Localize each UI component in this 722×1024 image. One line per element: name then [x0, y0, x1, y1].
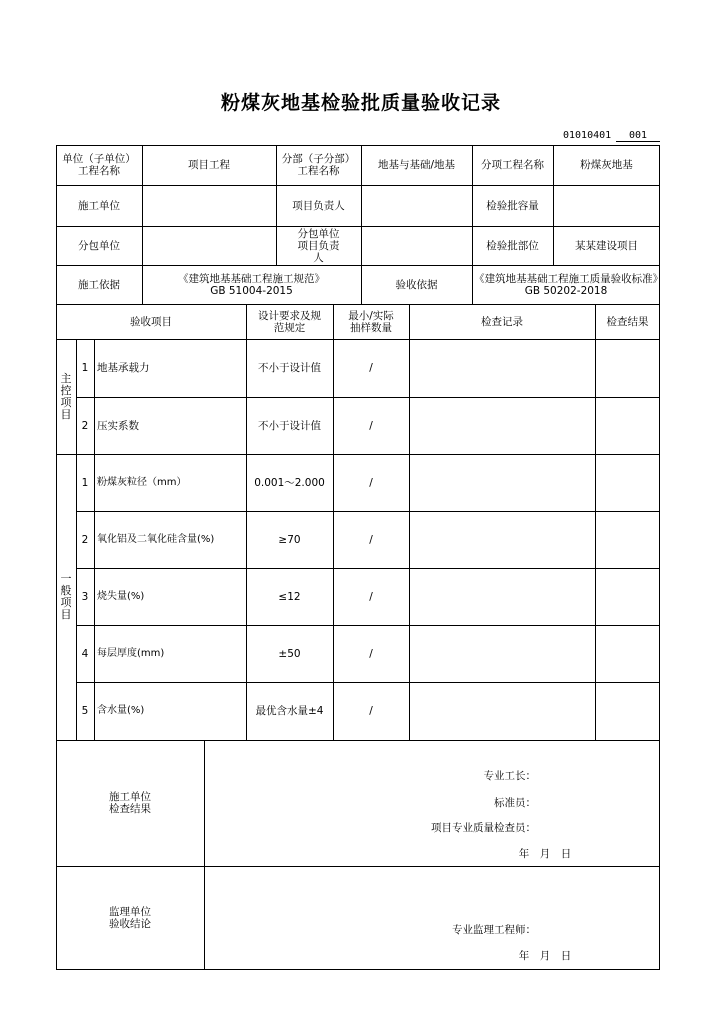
construction-date: 年 月 日	[518, 848, 572, 860]
supervision-date: 年 月 日	[518, 950, 572, 962]
item-requirement: 0.001～2.000	[254, 476, 325, 489]
item-requirement: ≥70	[278, 533, 301, 546]
col-sample: 最小/实际抽样数量	[348, 309, 394, 334]
item-no: 2	[81, 533, 89, 546]
col-design: 设计要求及规范规定	[258, 309, 321, 334]
rule	[595, 304, 596, 740]
rule	[204, 740, 205, 970]
sub-pm-label: 分包单位项目负责人	[297, 227, 340, 264]
item-sample: /	[369, 419, 373, 432]
item-sample: /	[369, 705, 373, 717]
basis-label: 施工依据	[78, 278, 120, 291]
item-sample: /	[369, 476, 373, 489]
col-result: 检查结果	[606, 315, 649, 328]
item-requirement: 不小于设计值	[258, 419, 321, 432]
location-label: 检验批部位	[486, 239, 539, 252]
subcontractor-label: 分包单位	[78, 239, 120, 252]
item-name: 氧化铝及二氧化硅含量(%)	[97, 533, 215, 545]
acceptance-basis-label: 验收依据	[395, 278, 438, 291]
item-no: 2	[81, 419, 89, 432]
basis-value: 《建筑地基基础工程施工规范》GB 51004-2015	[178, 272, 325, 297]
item-requirement: 最优含水量±4	[255, 705, 324, 717]
item-no: 5	[81, 705, 89, 717]
rule	[409, 304, 410, 740]
constructor-label: 施工单位	[78, 199, 120, 212]
main-control-label: 主控项目	[60, 371, 72, 421]
capacity-value	[553, 185, 660, 226]
subcontractor-value	[142, 226, 276, 265]
col-item: 验收项目	[130, 315, 172, 328]
col-record: 检查记录	[481, 315, 523, 328]
item-name: 烧失量(%)	[97, 590, 145, 602]
acceptance-basis-value: 《建筑地基基础工程施工质量验收标准》GB 50202-2018	[474, 272, 658, 297]
pm-value	[361, 185, 472, 226]
subitem-value: 粉煤灰地基	[580, 159, 633, 171]
item-name: 地基承载力	[97, 362, 150, 374]
item-sample: /	[369, 647, 373, 660]
item-sample: /	[369, 362, 373, 374]
item-requirement: ±50	[278, 647, 301, 660]
division-label: 分部（子分部）工程名称	[281, 153, 356, 177]
item-no: 3	[81, 590, 89, 603]
supervision-result-label: 监理单位验收结论	[109, 906, 151, 930]
item-no: 4	[81, 647, 89, 660]
item-no: 1	[81, 476, 89, 489]
foreman-signature: 专业工长：	[483, 770, 536, 782]
division-value: 地基与基础/地基	[377, 159, 456, 171]
item-name: 每层厚度(mm)	[97, 647, 165, 659]
doc-code: 01010401	[563, 130, 612, 141]
page-title: 粉煤灰地基检验批质量验收记录	[220, 92, 501, 114]
item-name: 粉煤灰粒径（mm）	[97, 476, 187, 488]
item-requirement: 不小于设计值	[258, 362, 321, 374]
general-label: 一般项目	[60, 572, 72, 621]
item-no: 1	[81, 362, 89, 374]
item-sample: /	[369, 533, 373, 546]
item-requirement: ≤12	[278, 590, 301, 603]
unit-label: 单位（子单位）工程名称	[62, 153, 136, 177]
unit-value: 项目工程	[188, 159, 230, 171]
constructor-value	[142, 185, 276, 226]
subitem-label: 分项工程名称	[481, 159, 544, 171]
location-value: 某某建设项目	[575, 239, 638, 252]
standard-officer-signature: 标准员：	[494, 797, 536, 809]
capacity-label: 检验批容量	[486, 199, 539, 212]
doc-seq: 001	[616, 130, 660, 142]
pm-label: 项目负责人	[292, 199, 345, 212]
sub-pm-value	[361, 226, 472, 265]
item-sample: /	[369, 590, 373, 603]
supervising-engineer-signature: 专业监理工程师：	[452, 924, 536, 936]
item-name: 含水量(%)	[97, 705, 145, 716]
construction-result-label: 施工单位检查结果	[109, 791, 151, 815]
item-name: 压实系数	[97, 419, 139, 432]
quality-inspector-signature: 项目专业质量检查员：	[431, 822, 536, 834]
